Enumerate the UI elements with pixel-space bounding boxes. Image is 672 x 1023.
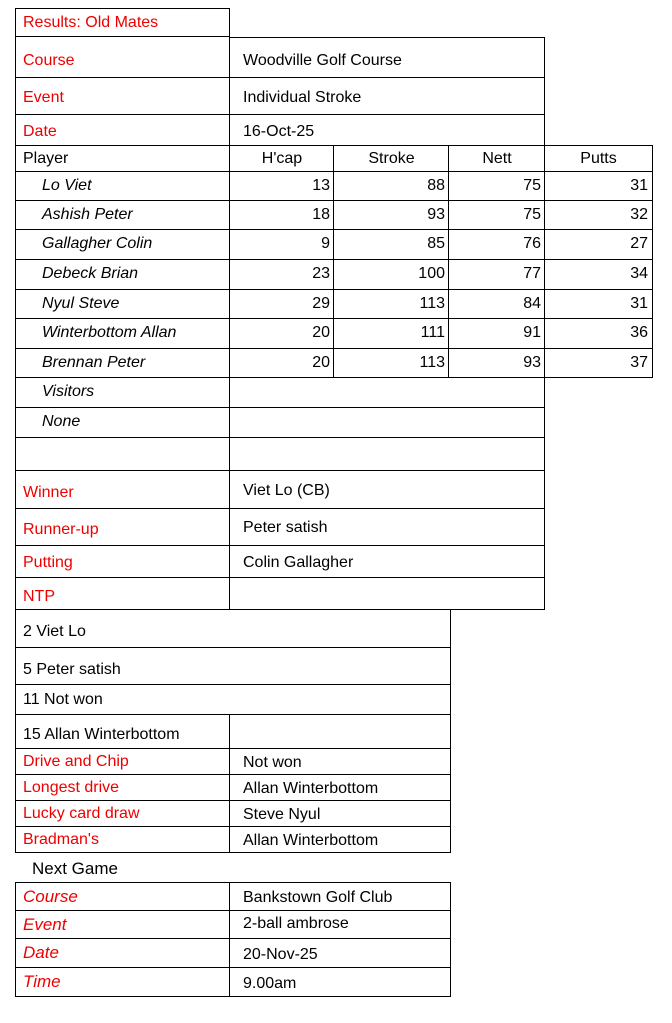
player-name: Gallagher Colin	[15, 229, 230, 260]
stroke-value: 100	[333, 259, 449, 290]
putts-value: 32	[544, 200, 653, 230]
blank-row-cell	[15, 437, 230, 471]
ntp-hole-row: 2 Viet Lo	[15, 609, 451, 648]
ntp-hole-row: 11 Not won	[15, 684, 451, 715]
longest-drive-label: Longest drive	[15, 774, 230, 801]
next-date-label: Date	[15, 938, 230, 968]
putts-value: 27	[544, 229, 653, 260]
next-time-value: 9.00am	[229, 967, 451, 997]
next-date-value: 20-Nov-25	[229, 938, 451, 968]
player-name: Debeck Brian	[15, 259, 230, 290]
column-header-putts: Putts	[544, 145, 653, 172]
stroke-value: 113	[333, 348, 449, 378]
ntp-hole-row: 5 Peter satish	[15, 647, 451, 685]
visitors-label: Visitors	[15, 377, 230, 408]
putts-value: 31	[544, 171, 653, 201]
nett-value: 76	[448, 229, 545, 260]
nett-value: 75	[448, 171, 545, 201]
putts-value: 37	[544, 348, 653, 378]
stroke-value: 88	[333, 171, 449, 201]
visitors-empty-cell	[229, 407, 545, 438]
hcap-value: 29	[229, 289, 334, 319]
putting-label: Putting	[15, 545, 230, 578]
results-title: Results: Old Mates	[15, 8, 230, 37]
column-header-nett: Nett	[448, 145, 545, 172]
drive-chip-label: Drive and Chip	[15, 748, 230, 775]
date-label: Date	[15, 115, 230, 145]
blank-row-cell	[229, 437, 545, 471]
runnerup-label: Runner-up	[15, 508, 230, 546]
next-event-value: 2-ball ambrose	[229, 910, 451, 939]
putting-value: Colin Gallagher	[229, 545, 545, 578]
course-label: Course	[15, 37, 230, 78]
ntp-hole-row: 15 Allan Winterbottom	[15, 714, 230, 749]
stroke-value: 113	[333, 289, 449, 319]
stroke-value: 111	[333, 318, 449, 349]
drive-chip-value: Not won	[229, 748, 451, 775]
event-value: Individual Stroke	[229, 78, 545, 115]
column-header-hcap: H'cap	[229, 145, 334, 172]
next-course-label: Course	[15, 882, 230, 911]
bradman-value: Allan Winterbottom	[229, 826, 451, 853]
nett-value: 77	[448, 259, 545, 290]
stroke-value: 93	[333, 200, 449, 230]
event-label: Event	[15, 78, 230, 115]
hcap-value: 23	[229, 259, 334, 290]
column-header-player: Player	[15, 145, 230, 172]
nett-value: 93	[448, 348, 545, 378]
visitors-empty-cell	[229, 377, 545, 408]
hcap-value: 20	[229, 318, 334, 349]
column-header-stroke: Stroke	[333, 145, 449, 172]
bradman-label: Bradman's	[15, 826, 230, 853]
player-name: Nyul Steve	[15, 289, 230, 319]
putts-value: 34	[544, 259, 653, 290]
ntp-empty-cell	[229, 714, 451, 749]
hcap-value: 18	[229, 200, 334, 230]
nett-value: 84	[448, 289, 545, 319]
hcap-value: 20	[229, 348, 334, 378]
nett-value: 91	[448, 318, 545, 349]
ntp-label: NTP	[15, 577, 230, 610]
nett-value: 75	[448, 200, 545, 230]
next-course-value: Bankstown Golf Club	[229, 882, 451, 911]
ntp-empty-cell	[229, 577, 545, 610]
player-name: Brennan Peter	[15, 348, 230, 378]
player-name: Winterbottom Allan	[15, 318, 230, 349]
next-event-label: Event	[15, 910, 230, 939]
lucky-card-label: Lucky card draw	[15, 800, 230, 827]
hcap-value: 9	[229, 229, 334, 260]
course-value: Woodville Golf Course	[229, 37, 545, 78]
player-name: Lo Viet	[15, 171, 230, 201]
visitors-value: None	[15, 407, 230, 438]
hcap-value: 13	[229, 171, 334, 201]
next-time-label: Time	[15, 967, 230, 997]
date-value: 16-Oct-25	[229, 115, 545, 145]
next-game-heading: Next Game	[32, 858, 118, 878]
putts-value: 36	[544, 318, 653, 349]
stroke-value: 85	[333, 229, 449, 260]
winner-label: Winner	[15, 470, 230, 509]
putts-value: 31	[544, 289, 653, 319]
longest-drive-value: Allan Winterbottom	[229, 774, 451, 801]
lucky-card-value: Steve Nyul	[229, 800, 451, 827]
winner-value: Viet Lo (CB)	[229, 470, 545, 509]
runnerup-value: Peter satish	[229, 508, 545, 546]
player-name: Ashish Peter	[15, 200, 230, 230]
